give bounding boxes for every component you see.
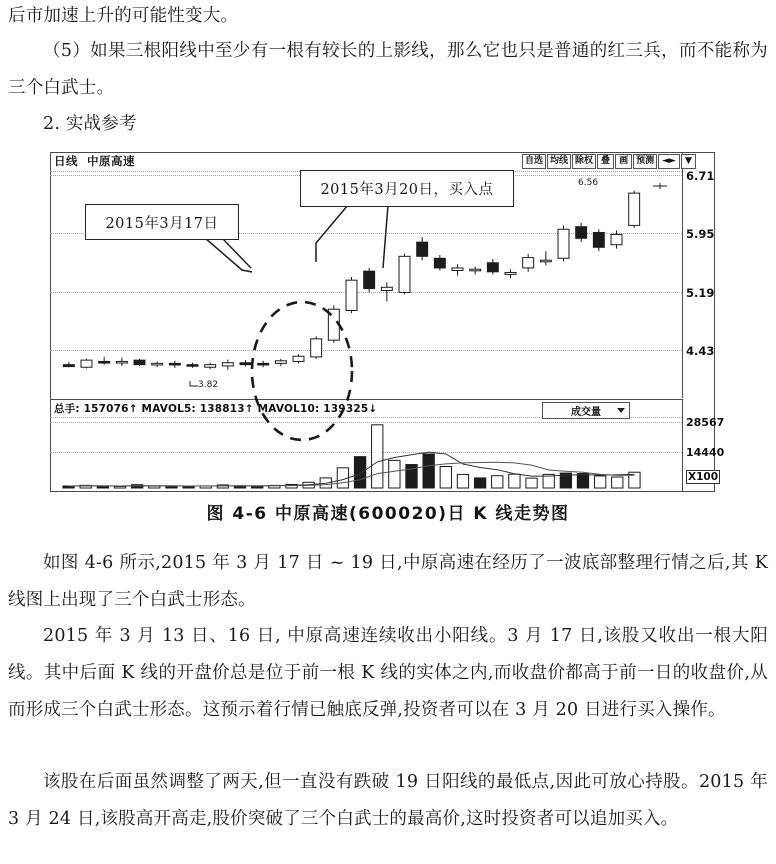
toolbar-btn-die[interactable]: 叠 xyxy=(597,154,614,169)
toolbar-btn-zixuan[interactable]: 自选 xyxy=(522,154,546,169)
price-tick-443: 4.43 xyxy=(686,344,715,358)
paragraph-above-1: 后市加速上升的可能性变大。 xyxy=(8,6,239,26)
toolbar-btn-dropdown-icon[interactable]: ▼ xyxy=(681,154,696,169)
paragraph-above-2: （5）如果三根阳线中至少有一根有较长的上影线，那么它也只是普通的红三兵，而不能称为三个白武士。 xyxy=(8,41,768,98)
volume-readout: 总手: 157076↑ MAVOL5: 138813↑ MAVOL10: 139325↓ xyxy=(54,403,378,415)
toolbar-btn-yuce[interactable]: 预测 xyxy=(633,154,657,169)
toolbar-btn-pan-icon[interactable]: ◄► xyxy=(658,154,680,169)
figure-caption: 图 4-6 中原高速(600020)日 K 线走势图 xyxy=(206,504,570,524)
price-tick-671: 6.71 xyxy=(686,169,715,183)
volume-indicator-selector[interactable] xyxy=(542,402,630,419)
paragraph-below-2: 2015 年 3 月 13 日、16 日, 中原高速连续收出小阳线。3 月 17 日,该股又收出一根大阳线。其中后面 K 线的开盘价总是位于前一根 K 线的实体之内,而收盘价都高于前一日的收盘价,从而形成三个白武士形态。这预示着行情已触底反弹,投资者可以在 3 月 20 日进行买入操作。 xyxy=(8,626,768,720)
section-heading: 2. 实战参考 xyxy=(43,114,137,134)
paragraph-below-1: 如图 4-6 所示,2015 年 3 月 17 日 ~ 19 日,中原高速在经历了一波底部整理行情之后,其 K 线图上出现了三个白武士形态。 xyxy=(8,553,768,610)
volume-tick-14440: 14440 xyxy=(686,446,725,459)
chart-header-period: 日线 xyxy=(54,154,78,168)
toolbar-btn-junxian[interactable]: 均线 xyxy=(547,154,571,169)
price-tag-656: 6.56 xyxy=(578,178,599,188)
price-tick-519: 5.19 xyxy=(686,286,715,300)
toolbar-btn-hua[interactable]: 画 xyxy=(615,154,632,169)
price-tick-595: 5.95 xyxy=(686,227,715,241)
chart-toolbar[interactable] xyxy=(522,154,697,169)
annotation-callout-0320: 2015年3月20日，买入点 xyxy=(300,170,514,207)
volume-unit-label: X100 xyxy=(688,471,719,483)
volume-tick-28567: 28567 xyxy=(686,416,725,429)
chevron-down-icon xyxy=(617,408,625,413)
toolbar-btn-chuquan[interactable]: 除权 xyxy=(572,154,596,169)
chart-header-name: 中原高速 xyxy=(87,154,136,168)
paragraph-below-3: 该股在后面虽然调整了两天,但一直没有跌破 19 日阳线的最低点,因此可放心持股。2015 年 3 月 24 日,该股高开高走,股价突破了三个白武士的最高价,这时投资者可以追加买入。 xyxy=(8,772,768,829)
price-tag-382: 3.82 xyxy=(198,380,219,390)
volume-indicator-label: 成交量 xyxy=(571,407,601,418)
annotation-callout-0317: 2015年3月17日 xyxy=(85,204,239,240)
